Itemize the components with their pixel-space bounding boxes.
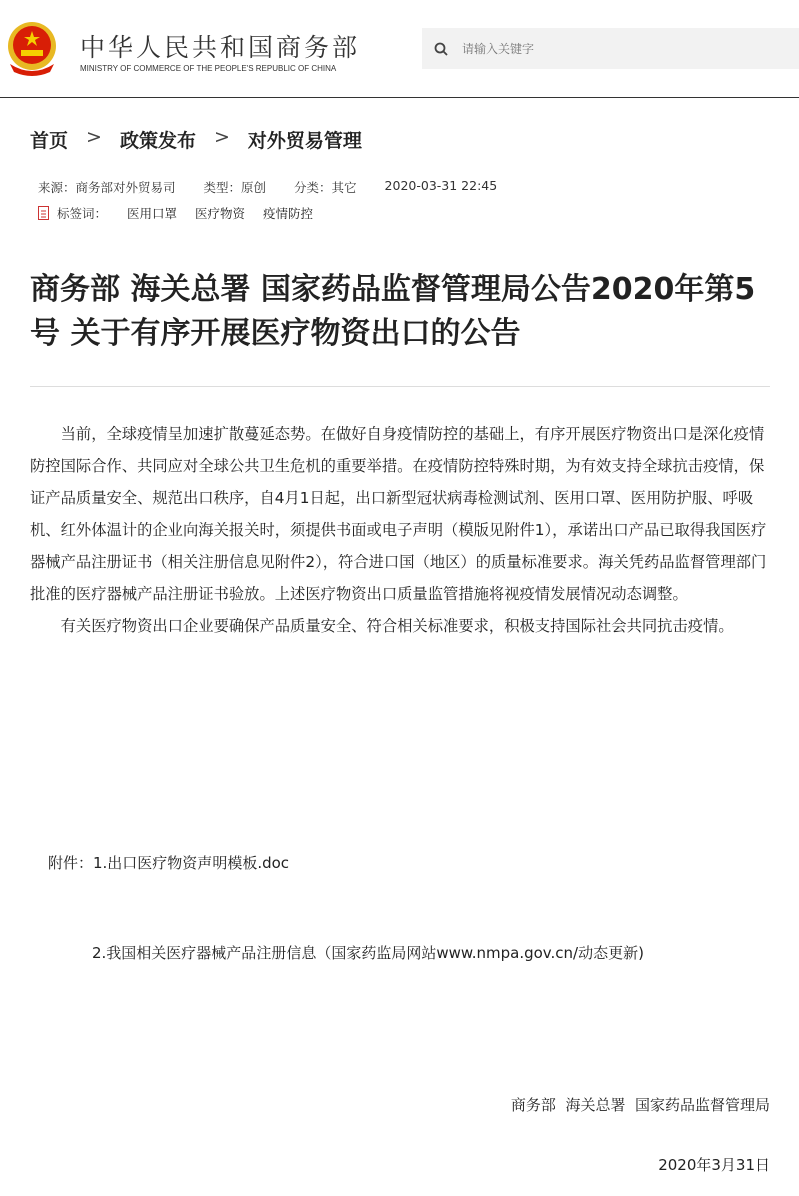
divider bbox=[30, 386, 770, 387]
breadcrumb-policy[interactable]: 政策发布 bbox=[119, 130, 196, 152]
signature: 商务部 海关总署 国家药品监督管理局 bbox=[510, 1096, 770, 1114]
site-name-cn[interactable]: 中华人民共和国商务部 bbox=[80, 33, 361, 62]
category: 分类：其它 bbox=[294, 180, 357, 195]
breadcrumb-foreign-trade[interactable]: 对外贸易管理 bbox=[247, 130, 362, 152]
tags bbox=[38, 204, 331, 222]
source: 来源：商务部对外贸易司 bbox=[38, 180, 176, 195]
tag-link[interactable]: 疫情防控 bbox=[263, 206, 314, 221]
national-emblem-icon bbox=[6, 20, 58, 76]
site-header bbox=[0, 0, 799, 98]
type: 类型：原创 bbox=[203, 180, 267, 195]
paragraph: 有关医疗物资出口企业要确保产品质量安全、符合相关标准要求，积极支持国际社会共同抗击疫情。 bbox=[60, 617, 734, 635]
tag-link[interactable]: 医疗物资 bbox=[195, 206, 246, 221]
chevron-right-icon: > bbox=[86, 126, 102, 148]
tag-icon bbox=[38, 206, 49, 220]
attachment-2-link[interactable]: 2.我国相关医疗器械产品注册信息（国家药监局网站www.nmpa.gov.cn/动态更新) bbox=[92, 944, 644, 962]
publish-date: 2020年3月31日 bbox=[658, 1156, 770, 1174]
search-input[interactable] bbox=[462, 42, 762, 56]
chevron-right-icon: > bbox=[213, 126, 230, 148]
search-bar[interactable] bbox=[422, 28, 799, 69]
article-body bbox=[30, 418, 772, 642]
paragraph: 当前，全球疫情呈加速扩散蔓延态势。在做好自身疫情防控的基础上，有序开展医疗物资出口是深化疫情防控国际合作、共同应对全球公共卫生危机的重要举措。在疫情防控特殊时期，为有效支持全球抗击疫情，保证产品质量安全、规范出口秩序，自4月1日起，出口新型冠状病毒检测试剂、医用口罩、医用防护服、呼吸机、红外体温计的企业向海关报关时，须提供书面或电子声明（模版见附件1），承诺出口产品已取得我国医疗器械产品注册证书（相关注册信息见附件2），符合进口国（地区）的质量标准要求。海关凭药品监督管理部门批准的医疗器械产品注册证书验放。上述医疗物资出口质量监管措施将视疫情发展情况动态调整。 bbox=[30, 425, 767, 603]
attachment-1-link[interactable]: 附件：1.出口医疗物资声明模板.doc bbox=[48, 854, 290, 872]
datetime: 2020-03-31 22:45 bbox=[384, 178, 498, 193]
search-icon[interactable] bbox=[434, 42, 448, 56]
breadcrumb bbox=[30, 126, 362, 153]
breadcrumb-home[interactable]: 首页 bbox=[30, 130, 69, 152]
article-meta bbox=[38, 178, 525, 196]
site-name-en: MINISTRY OF COMMERCE OF THE PEOPLE'S REPUBLIC OF CHINA bbox=[80, 64, 337, 73]
article-title: 商务部 海关总署 国家药品监督管理局公告2020年第5号 关于有序开展医疗物资出口的公告 bbox=[30, 272, 756, 351]
tag-link[interactable]: 医用口罩 bbox=[127, 206, 178, 221]
tags-label: 标签词： bbox=[57, 206, 108, 221]
